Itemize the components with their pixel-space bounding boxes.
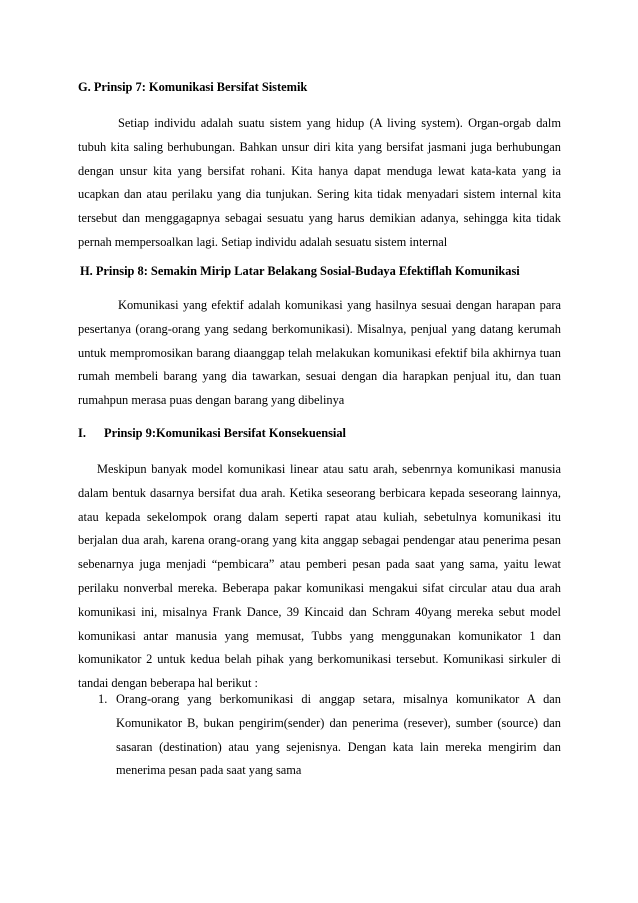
section-i-title: Prinsip 9:Komunikasi Bersifat Konsekuensial: [104, 426, 346, 440]
list-item-text: Orang-orang yang berkomunikasi di anggap setara, misalnya komunikator A dan Komunikator B, bukan pengirim(sender) dan penerima (resever), sumber (source) dan sasaran (destination) atau yang sejenisnya. Dengan kata lain mereka mengirim dan menerima pesan pada saat yang sama: [116, 692, 561, 778]
section-h-letter: H.: [80, 264, 93, 278]
section-g-title: Prinsip 7: Komunikasi Bersifat Sistemik: [93, 80, 308, 94]
list-item-number: 1.: [98, 692, 108, 706]
section-h-heading: [80, 264, 520, 279]
section-h-paragraph: Komunikasi yang efektif adalah komunikasi yang hasilnya sesuai dengan harapan para pesertanya (orang-orang yang sedang berkomunikasi). Misalnya, penjual yang datang kerumah untuk mempromosikan barang diaanggap telah melakukan komunikasi efektif bila akhirnya tuan rumah membeli barang yang dia tawarkan, sesuai dengan dia harapkan penjual itu, dan tuan rumahpun merasa puas dengan barang yang dibelinya: [78, 298, 561, 408]
section-g-letter: G.: [78, 80, 91, 94]
section-g-heading: [78, 80, 307, 95]
section-i-letter: I.: [78, 426, 86, 440]
section-i-heading: [78, 426, 346, 441]
list-item: [98, 688, 561, 783]
section-g-paragraph: Setiap individu adalah suatu sistem yang hidup (A living system). Organ-orgab dalm tubuh kita saling berhubungan. Bahkan unsur diri kita yang bersifat jasmani juga berhubungan dengan unsur kita yang bersifat rohani. Kita hanya dapat menduga lewat kata-kata yang ia ucapkan dan atau perilaku yang dia tunjukan. Sering kita tidak menyadari sistem internal kita tersebut dan menggagapnya sebagai sesuatu yang harus demikian adanya, sehingga kita tidak pernah mempersoalkan lagi. Setiap individu adalah sesuatu sistem internal: [78, 116, 561, 249]
section-i-paragraph: Meskipun banyak model komunikasi linear atau satu arah, sebenrnya komunikasi manusia dalam bentuk dasarnya bersifat dua arah. Ketika seseorang berbicara kepada seseorang lainnya, atau kepada sekelompok orang dalam seperti rapat atau kuliah, sebetulnya komunikasi itu berjalan dua arah, karena orang-orang yang kita anggap sebagai pendengar atau penerima pesan sebenarnya juga menjadi “pembicara” atau pemberi pesan pada saat yang sama, yaitu lewat perilaku nonverbal mereka. Beberapa pakar komunikasi mengakui sifat circular atau dua arah komunikasi ini, misalnya Frank Dance, 39 Kincaid dan Schram 40yang mereka sebut model komunikasi antar manusia yang memusat, Tubbs yang menggunakan komunikator 1 dan komunikator 2 untuk kedua belah pihak yang berkomunikasi tersebut. Komunikasi sirkuler di tandai dengan beberapa hal berikut :: [78, 462, 561, 691]
characteristics-list: [98, 688, 561, 783]
section-h-title: Prinsip 8: Semakin Mirip Latar Belakang Sosial-Budaya Efektiflah Komunikasi: [95, 264, 520, 278]
